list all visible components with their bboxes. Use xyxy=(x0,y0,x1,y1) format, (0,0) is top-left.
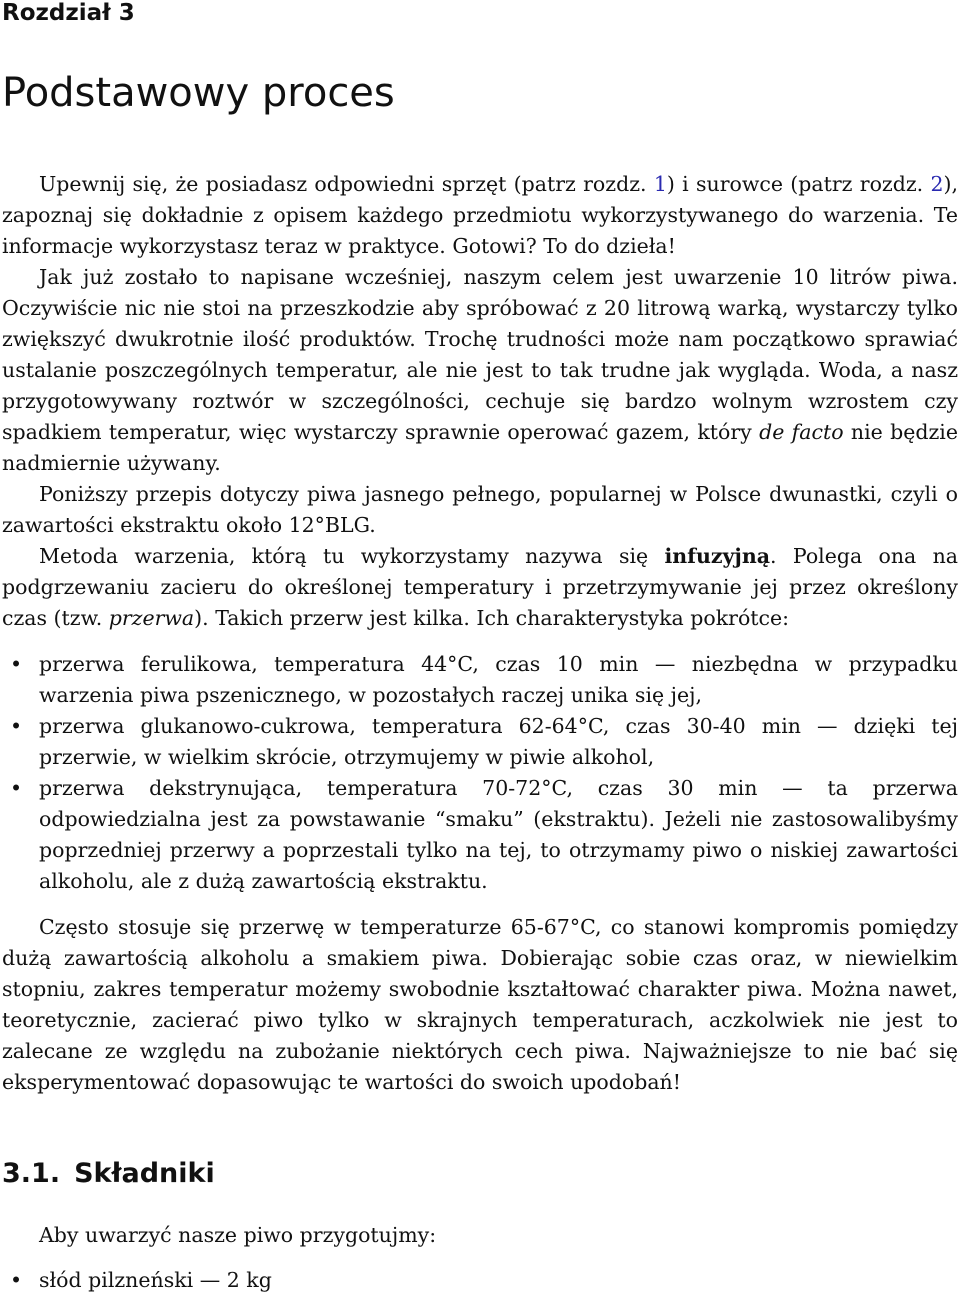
ingredients-list-section xyxy=(2,1265,958,1296)
intro-p4-text-b: . Polega ona na podgrzewaniu zacieru do określonej temperatury i przetrzymywanie jej przez określony czas (tzw. xyxy=(2,544,958,630)
list-item-text: przerwa dekstrynująca, temperatura 70-72°C, czas 30 min — ta przerwa odpowiedzialna jest za powstawanie “smaku” (ekstraktu). Jeżeli nie zastosowalibyśmy poprzedniej przerwy a poprzestali tylko na tej, to otrzymamy piwo o niskiej zawartości alkoholu, ale z dużą zawartością ekstraktu. xyxy=(39,776,958,893)
intro-p2-text-b: nie będzie nadmiernie używany. xyxy=(2,420,958,475)
bullet-icon: • xyxy=(10,776,23,800)
intro-section xyxy=(2,169,958,634)
intro-paragraph-1 xyxy=(2,169,958,262)
ingredients-intro: Aby uwarzyć nasze piwo przygotujmy: xyxy=(39,1223,437,1247)
chapter-title: Podstawowy proces xyxy=(2,70,395,116)
intro-p4-text-c: ). Takich przerw jest kilka. Ich charakterystyka pokrótce: xyxy=(194,606,790,630)
closing-section xyxy=(2,912,958,1098)
chapter-label: Rozdział 3 xyxy=(2,0,135,26)
list-item xyxy=(2,649,958,711)
section-number: 3.1. xyxy=(2,1158,61,1189)
chapter-2-ref-link[interactable]: 2 xyxy=(930,172,944,196)
rests-list xyxy=(2,649,958,897)
intro-p1-text-c: ), zapoznaj się dokładnie z opisem każdego przedmiotu wykorzystywanego do warzenia. Te informacje wykorzystasz teraz w praktyce. Gotowi? To do dzieła! xyxy=(2,172,958,258)
bullet-icon: • xyxy=(10,714,23,738)
intro-paragraph-2 xyxy=(2,262,958,479)
bullet-icon: • xyxy=(10,652,23,676)
intro-p4-italic: przerwa xyxy=(108,606,195,630)
section-title: Składniki xyxy=(74,1158,215,1189)
intro-paragraph-3: Poniższy przepis dotyczy piwa jasnego pełnego, popularnej w Polsce dwunastki, czyli o zawartości ekstraktu około 12°BLG. xyxy=(2,482,958,537)
intro-p2-text-a: Jak już zostało to napisane wcześniej, naszym celem jest uwarzenie 10 litrów piwa. Oczywiście nic nie stoi na przeszkodzie aby spróbować z 20 litrową warką, wystarczy tylko zwiększyć dwukrotnie ilość produktów. Trochę trudności może nam początkowo sprawiać ustalanie poszczególnych temperatur, ale nie jest to tak trudne jak wygląda. Woda, a nasz przygotowywany roztwór w szczególności, cechuje się bardzo wolnym wzrostem czy spadkiem temperatur, więc wystarczy sprawnie operować gazem, który xyxy=(2,265,958,444)
closing-paragraph: Często stosuje się przerwę w temperaturze 65-67°C, co stanowi kompromis pomiędzy dużą zawartością alkoholu a smakiem piwa. Dobierając sobie czas oraz, w niewielkim stopniu, zakres temperatur możemy swobodnie kształtować charakter piwa. Można nawet, teoretycznie, zacierać piwo tylko w skrajnych temperaturach, aczkolwiek nie jest to zalecane ze względu na zubożanie niektórych cech piwa. Najważniejsze to nie bać się eksperymentować dopasowując te wartości do swoich upodobań! xyxy=(2,915,958,1094)
rests-list-section xyxy=(2,649,958,897)
list-item-text: słód pilzneński — 2 kg xyxy=(39,1268,272,1292)
section-heading xyxy=(2,1158,215,1189)
intro-p4-text-a: Metoda warzenia, którą tu wykorzystamy nazywa się xyxy=(39,544,665,568)
list-item xyxy=(2,711,958,773)
list-item-text: przerwa ferulikowa, temperatura 44°C, czas 10 min — niezbędna w przypadku warzenia piwa pszenicznego, w pozostałych raczej unika się jej, xyxy=(39,652,958,707)
intro-p2-italic: de facto xyxy=(759,420,844,444)
list-item xyxy=(2,1265,958,1296)
ingredients-section xyxy=(2,1220,958,1251)
list-item xyxy=(2,773,958,897)
ingredients-list xyxy=(2,1265,958,1296)
chapter-1-ref-link[interactable]: 1 xyxy=(653,172,667,196)
intro-p1-text-b: ) i surowce (patrz rozdz. xyxy=(666,172,931,196)
intro-paragraph-4 xyxy=(2,541,958,634)
list-item-text: przerwa glukanowo-cukrowa, temperatura 62-64°C, czas 30-40 min — dzięki tej przerwie, w wielkim skrócie, otrzymujemy w piwie alkohol, xyxy=(39,714,958,769)
intro-p4-bold: infuzyjną xyxy=(664,544,771,568)
intro-p1-text-a: Upewnij się, że posiadasz odpowiedni sprzęt (patrz rozdz. xyxy=(39,172,654,196)
bullet-icon: • xyxy=(10,1268,23,1292)
